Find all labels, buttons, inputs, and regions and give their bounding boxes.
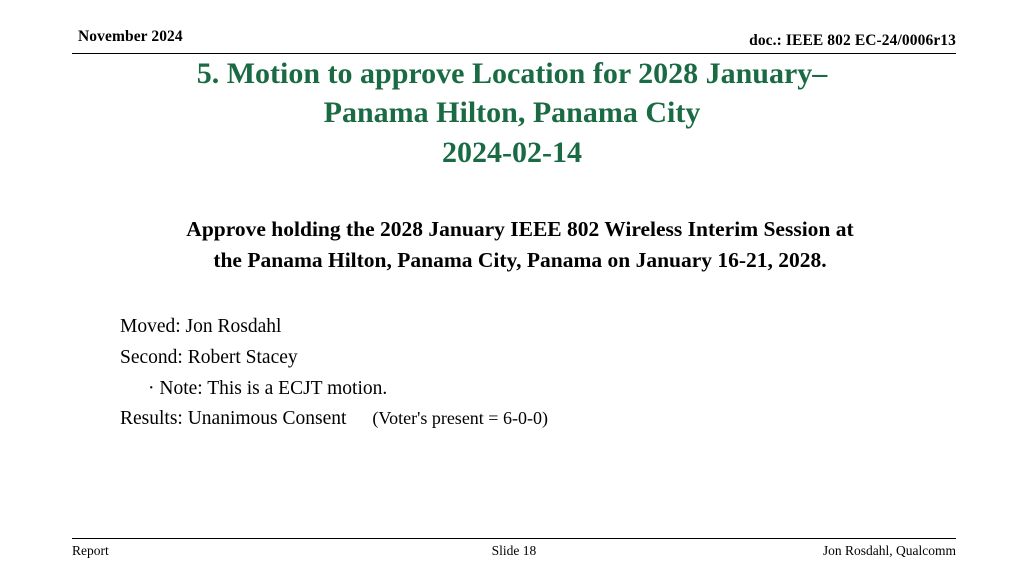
slide-number: Slide 18 bbox=[491, 543, 537, 558]
motion-results bbox=[120, 404, 924, 435]
page-title-line-3: 2024-02-14 bbox=[442, 135, 582, 169]
slide-header bbox=[72, 28, 956, 54]
header-date: November 2024 bbox=[78, 28, 183, 45]
voters-present: (Voter's present = 6-0-0) bbox=[372, 408, 548, 429]
motion-results-label: Results: Unanimous Consent bbox=[120, 408, 347, 430]
footer-left-label: Report bbox=[72, 543, 109, 558]
page-title-line-1: 5. Motion to approve Location for 2028 January– bbox=[196, 57, 828, 90]
slide-footer bbox=[72, 543, 956, 561]
motion-note: · Note: This is a ECJT motion. bbox=[148, 377, 388, 399]
motion-text bbox=[112, 214, 928, 275]
seconded-by: Second: Robert Stacey bbox=[120, 346, 298, 368]
moved-by: Moved: Jon Rosdahl bbox=[120, 316, 282, 337]
page-title bbox=[90, 54, 934, 172]
page-title-line-2: Panama Hilton, Panama City bbox=[323, 96, 701, 130]
footer-divider bbox=[72, 538, 956, 539]
header-document-number: doc.: IEEE 802 EC-24/0006r13 bbox=[749, 32, 956, 49]
motion-text-line-1: Approve holding the 2028 January IEEE 802 Wireless Interim Session at bbox=[186, 217, 854, 241]
motion-details bbox=[120, 312, 924, 435]
footer-author: Jon Rosdahl, Qualcomm bbox=[822, 543, 956, 558]
motion-text-line-2: the Panama Hilton, Panama City, Panama on January 16-21, 2028. bbox=[213, 247, 827, 272]
